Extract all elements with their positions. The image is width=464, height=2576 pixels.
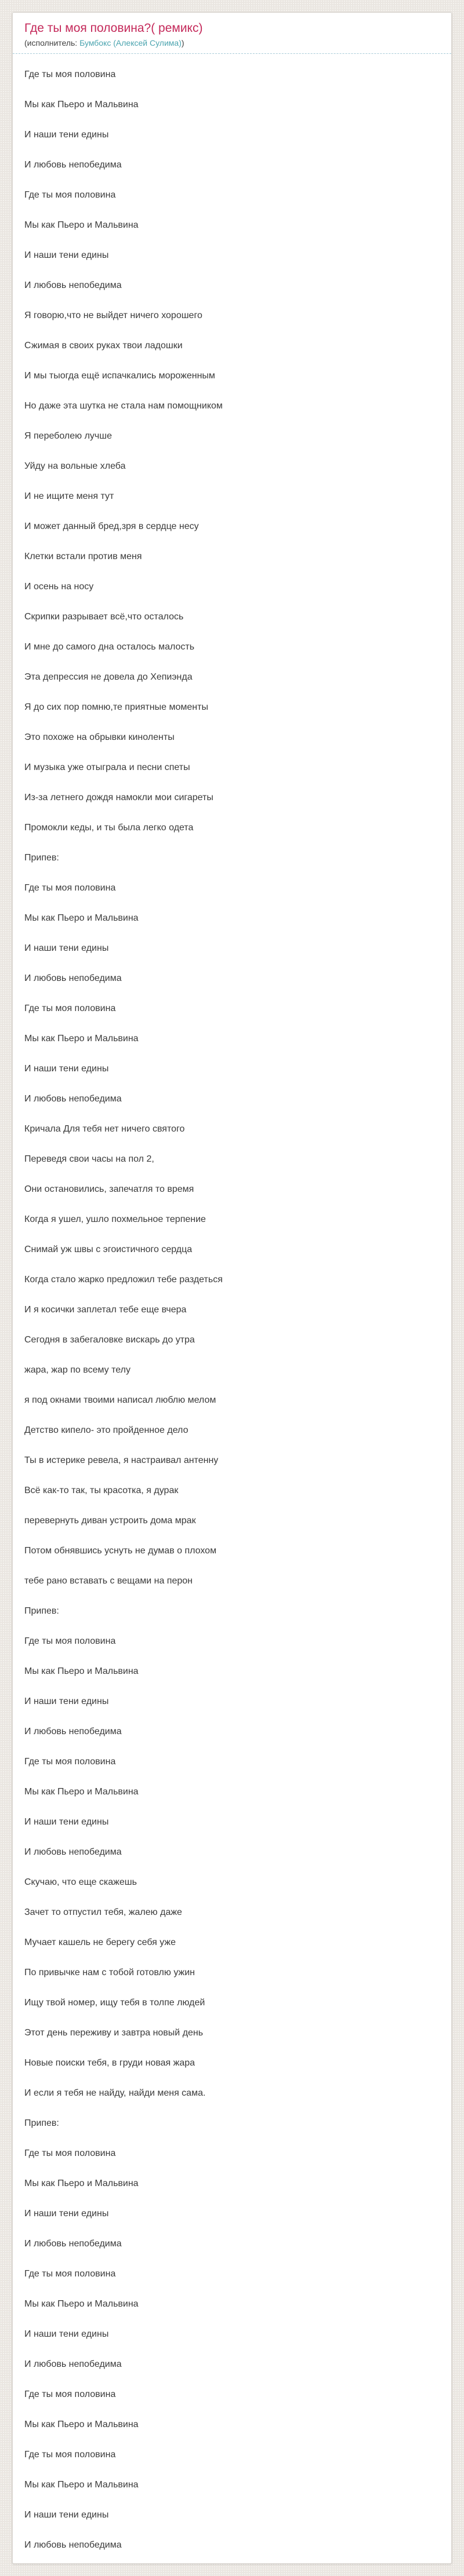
lyric-line: Зачет то отпустил тебя, жалею даже xyxy=(24,1907,182,1917)
lyric-line: перевернуть диван устроить дома мрак xyxy=(24,1516,196,1526)
lyric-line: Где ты моя половина xyxy=(24,2269,116,2279)
lyric-line: Уйду на вольные хлеба xyxy=(24,461,126,471)
lyric-line: Сегодня в забегаловке вискарь до утра xyxy=(24,1335,195,1345)
lyric-line: И наши тени едины xyxy=(24,2329,109,2339)
lyric-line: Переведя свои часы на пол 2, xyxy=(24,1154,154,1164)
lyric-line: Клетки встали против меня xyxy=(24,552,142,561)
lyric-line: Это похоже на обрывки киноленты xyxy=(24,732,175,742)
lyric-line: И любовь непобедима xyxy=(24,280,122,290)
lyric-line: И осень на носу xyxy=(24,582,94,592)
lyric-line: Мы как Пьеро и Мальвина xyxy=(24,1666,139,1676)
lyric-line: я под окнами твоими написал люблю мелом xyxy=(24,1395,216,1405)
lyric-line: Я переболею лучше xyxy=(24,431,112,441)
lyric-line: Припев: xyxy=(24,2118,59,2128)
lyric-line: И наши тени едины xyxy=(24,1696,109,1706)
lyric-line: Они остановились, запечатля то время xyxy=(24,1184,194,1194)
lyric-line: И может данный бред,зря в сердце несу xyxy=(24,521,199,531)
lyric-line: Ты в истерике ревела, я настраивал антенну xyxy=(24,1455,219,1465)
lyrics-block xyxy=(13,54,451,2560)
lyric-line: Этот день переживу и завтра новый день xyxy=(24,2028,204,2038)
lyric-line: Когда стало жарко предложил тебе раздеться xyxy=(24,1275,223,1285)
artist-link[interactable]: Бумбокс (Алексей Сулима) xyxy=(79,38,182,48)
lyric-line: Сжимая в своих руках твои ладошки xyxy=(24,341,183,351)
lyric-line: И наши тени едины xyxy=(24,130,109,140)
lyric-line: И музыка уже отыграла и песни спеты xyxy=(24,762,190,772)
lyric-line: Эта депрессия не довела до Хепиэнда xyxy=(24,672,193,682)
lyric-line: И любовь непобедима xyxy=(24,1727,122,1736)
lyric-line: Промокли кеды, и ты была легко одета xyxy=(24,823,194,833)
lyric-line: Где ты моя половина xyxy=(24,1004,116,1013)
lyric-line: И любовь непобедима xyxy=(24,973,122,983)
lyric-line: Потом обнявшись уснуть не думав о плохом xyxy=(24,1546,217,1556)
lyric-line: Детство кипело- это пройденное дело xyxy=(24,1425,188,1435)
lyric-line: И я косички заплетал тебе еще вчера xyxy=(24,1305,187,1315)
artist-suffix-label: ) xyxy=(181,38,184,48)
lyric-line: Мучает кашель не берегу себя уже xyxy=(24,1938,176,1947)
lyric-line: Скучаю, что еще скажешь xyxy=(24,1877,137,1887)
lyric-line: Мы как Пьеро и Мальвина xyxy=(24,1787,139,1797)
lyric-line: Скрипки разрывает всё,что осталось xyxy=(24,612,184,622)
lyric-line: И любовь непобедима xyxy=(24,160,122,170)
song-title: Где ты моя половина?( ремикс) xyxy=(24,21,203,35)
lyric-line: Где ты моя половина xyxy=(24,1636,116,1646)
lyric-line: Мы как Пьеро и Мальвина xyxy=(24,1034,139,1043)
lyric-line: Припев: xyxy=(24,1606,59,1616)
lyric-line: Мы как Пьеро и Мальвина xyxy=(24,913,139,923)
lyric-line: И наши тени едины xyxy=(24,1817,109,1827)
lyric-line: И любовь непобедима xyxy=(24,2359,122,2369)
lyric-line: Новые поиски тебя, в груди новая жара xyxy=(24,2058,195,2068)
lyric-line: Мы как Пьеро и Мальвина xyxy=(24,100,139,110)
lyric-line: Снимай уж швы с эгоистичного сердца xyxy=(24,1245,193,1254)
lyric-line: Мы как Пьеро и Мальвина xyxy=(24,220,139,230)
lyric-line: Где ты моя половина xyxy=(24,883,116,893)
lyric-line: И любовь непобедима xyxy=(24,2239,122,2249)
lyric-line: Когда я ушел, ушло похмельное терпение xyxy=(24,1214,206,1224)
lyric-line: И мы тыогда ещё испачкались мороженным xyxy=(24,371,215,381)
lyric-line: Всё как-то так, ты красотка, я дурак xyxy=(24,1486,179,1495)
lyric-line: Кричала Для тебя нет ничего святого xyxy=(24,1124,185,1134)
lyric-line: Мы как Пьеро и Мальвина xyxy=(24,2299,139,2309)
song-card xyxy=(12,12,452,2564)
lyric-line: Мы как Пьеро и Мальвина xyxy=(24,2420,139,2429)
lyric-line: И наши тени едины xyxy=(24,2209,109,2219)
lyric-line: И любовь непобедима xyxy=(24,1847,122,1857)
lyric-line: И мне до самого дна осталось малость xyxy=(24,642,195,652)
lyric-line: И наши тени едины xyxy=(24,943,109,953)
lyric-line: И наши тени едины xyxy=(24,2510,109,2520)
lyric-line: тебе рано вставать с вещами на перон xyxy=(24,1576,193,1586)
lyric-line: По привычке нам с тобой готовлю ужин xyxy=(24,1968,195,1977)
lyric-line: И любовь непобедима xyxy=(24,1094,122,1104)
lyric-line: Где ты моя половина xyxy=(24,1757,116,1767)
lyric-line: И не ищите меня тут xyxy=(24,491,114,501)
lyric-line: И наши тени едины xyxy=(24,1064,109,1074)
lyric-line: Где ты моя половина xyxy=(24,2389,116,2399)
lyric-line: Мы как Пьеро и Мальвина xyxy=(24,2480,139,2490)
lyric-line: Я говорю,что не выйдет ничего хорошего xyxy=(24,311,202,320)
lyric-line: Но даже эта шутка не стала нам помощником xyxy=(24,401,223,411)
song-artist-line xyxy=(24,38,440,48)
song-header xyxy=(13,13,451,54)
lyric-line: И если я тебя не найду, найди меня сама. xyxy=(24,2088,206,2098)
lyric-line: Ищу твой номер, ищу тебя в толпе людей xyxy=(24,1998,205,2008)
lyric-line: Где ты моя половина xyxy=(24,2450,116,2460)
lyric-line: Мы как Пьеро и Мальвина xyxy=(24,2179,139,2188)
lyric-line: Где ты моя половина xyxy=(24,2148,116,2158)
lyric-line: Я до сих пор помню,те приятные моменты xyxy=(24,702,208,712)
lyric-line: Где ты моя половина xyxy=(24,70,116,79)
lyric-line: жара, жар по всему телу xyxy=(24,1365,130,1375)
artist-prefix-label: (исполнитель: xyxy=(24,38,80,48)
lyric-line: Из-за летнего дождя намокли мои сигареты xyxy=(24,793,213,802)
lyric-line: Где ты моя половина xyxy=(24,190,116,200)
lyric-line: И наши тени едины xyxy=(24,250,109,260)
lyric-line: Припев: xyxy=(24,853,59,863)
lyric-line: И любовь непобедима xyxy=(24,2540,122,2550)
